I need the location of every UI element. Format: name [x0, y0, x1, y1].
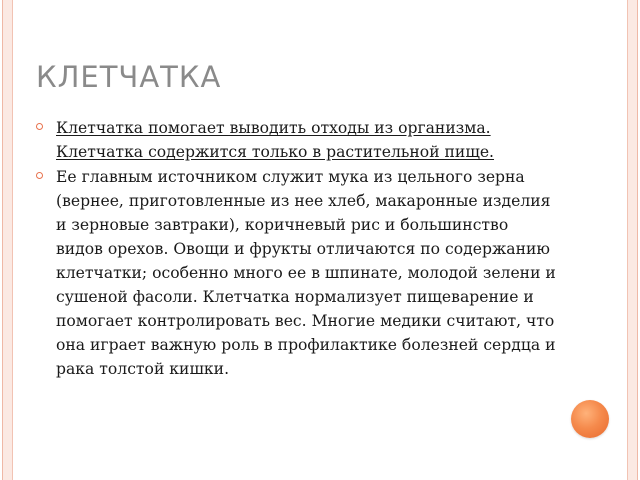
hollow-circle-bullet-icon: [36, 123, 43, 130]
bullet-item-2: [36, 165, 556, 381]
right-border-outer-line: [637, 0, 638, 480]
left-border-band: [3, 0, 12, 480]
bullet-item-1: [36, 116, 556, 164]
slide-title: КЛЕТЧАТКА: [36, 60, 222, 94]
left-border-inner-line: [12, 0, 13, 480]
orange-orb-icon: [571, 400, 609, 438]
bullet-list: [36, 116, 556, 382]
right-border-inner-line: [627, 0, 628, 480]
left-border-outer-line: [2, 0, 3, 480]
bullet-text-1: Клетчатка помогает выводить отходы из организма. Клетчатка содержится только в растительной пище.: [56, 119, 495, 161]
hollow-circle-bullet-icon: [36, 172, 43, 179]
right-border-band: [628, 0, 637, 480]
bullet-text-2: Ее главным источником служит мука из цельного зерна (вернее, приготовленные из нее хлеб, макаронные изделия и зерновые завтраки), коричневый рис и большинство видов орехов. Овощи и фрукты отличаются по содержанию клетчатки; особенно много ее в шпинате, молодой зелени и сушеной фасоли. Клетчатка нормализует пищеварение и помогает контролировать вес. Многие медики считают, что она играет важную роль в профилактике болезней сердца и рака толстой кишки.: [56, 168, 556, 378]
